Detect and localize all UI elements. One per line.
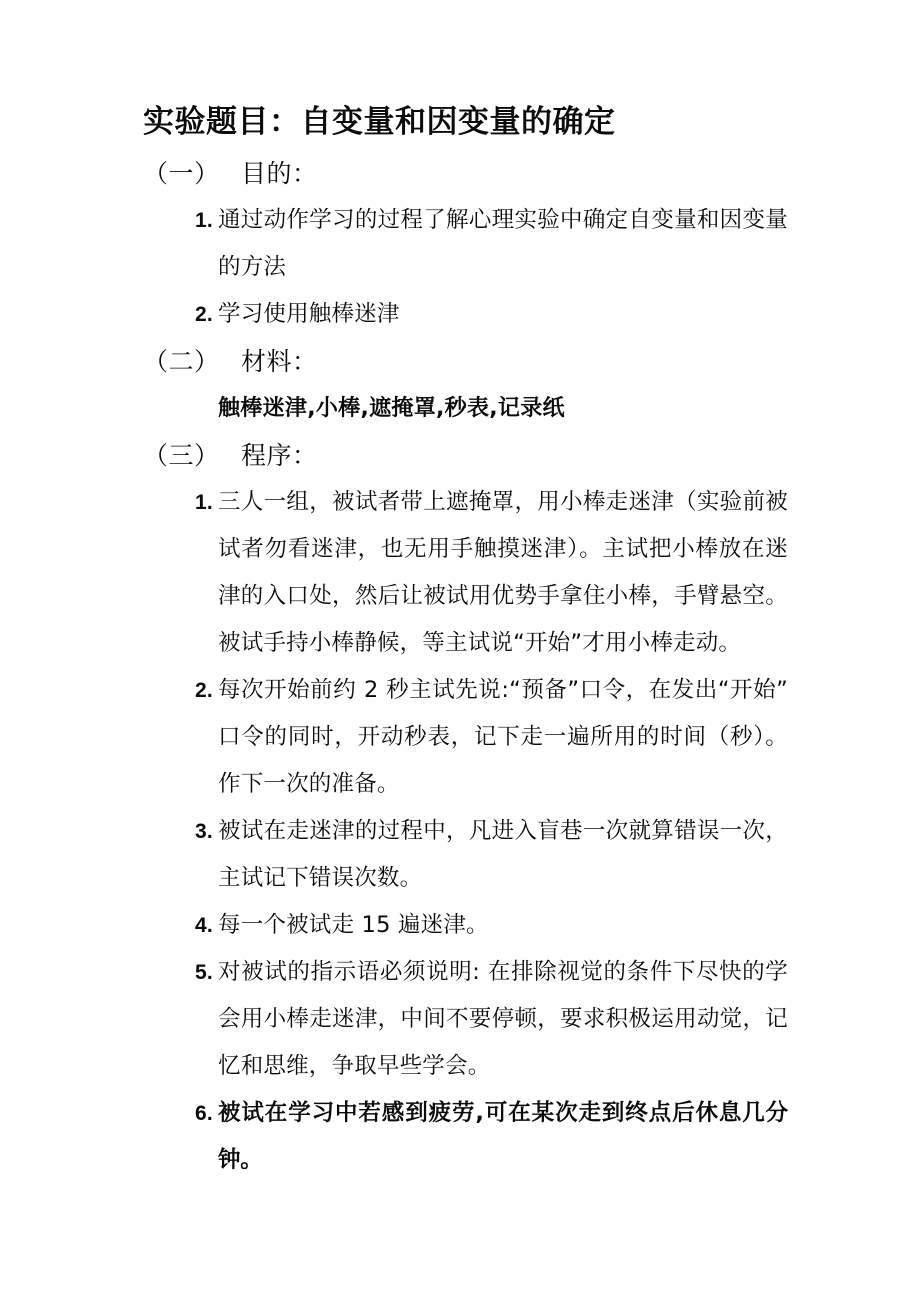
- list-item: [143, 1090, 788, 1184]
- procedure-list: [143, 479, 788, 1184]
- list-item-text: 1. 三人一组，被试者带上遮掩罩，用小棒走迷津（实验前被试者勿看迷津，也无用手触摸迷津）。主试把小棒放在迷津的入口处，然后让被试用优势手拿住小棒，手臂悬空。被试手持小棒静候，等主试说“开始”才用小棒走动。: [218, 489, 788, 656]
- list-item-text: 1. 通过动作学习的过程了解心理实验中确定自变量和因变量的方法: [218, 207, 788, 280]
- list-item-text: 2. 每次开始前约 2 秒主试先说:“预备”口令，在发出“开始”口令的同时，开动秒表，记下走一遍所用的时间（秒）。作下一次的准备。: [218, 677, 788, 797]
- section-label: 材料：: [241, 347, 318, 376]
- section-label: 目的：: [241, 159, 318, 188]
- list-item-text: 5. 对被试的指示语必须说明: 在排除视觉的条件下尽快的学会用小棒走迷津，中间不要停顿，要求积极运用动觉，记忆和思维，争取早些学会。: [218, 959, 788, 1079]
- document-content: [143, 100, 788, 1184]
- section-heading-materials: [143, 338, 788, 385]
- section-heading-procedure: [143, 432, 788, 479]
- section-number: （一）: [143, 159, 220, 188]
- section-number: （三）: [143, 441, 220, 470]
- list-item: [143, 667, 788, 808]
- list-item: [143, 479, 788, 667]
- list-item: [143, 902, 788, 949]
- purpose-list: [143, 197, 788, 338]
- section-number: （二）: [143, 347, 220, 376]
- list-item: [143, 291, 788, 338]
- list-item-text: 6. 被试在学习中若感到疲劳,可在某次走到终点后休息几分钟。: [218, 1100, 788, 1173]
- list-item-text: 4. 每一个被试走 15 遍迷津。: [218, 912, 489, 938]
- list-item-text: 3. 被试在走迷津的过程中，凡进入盲巷一次就算错误一次，主试记下错误次数。: [218, 818, 788, 891]
- section-label: 程序：: [241, 441, 318, 470]
- materials-text: 触棒迷津,小棒,遮掩罩,秒表,记录纸: [218, 396, 565, 421]
- list-item: [143, 197, 788, 291]
- list-item-text: 2. 学习使用触棒迷津: [218, 301, 400, 327]
- list-item: [143, 949, 788, 1090]
- list-item: [143, 808, 788, 902]
- page-title: 实验题目：自变量和因变量的确定: [143, 104, 616, 140]
- section-heading-purpose: [143, 150, 788, 197]
